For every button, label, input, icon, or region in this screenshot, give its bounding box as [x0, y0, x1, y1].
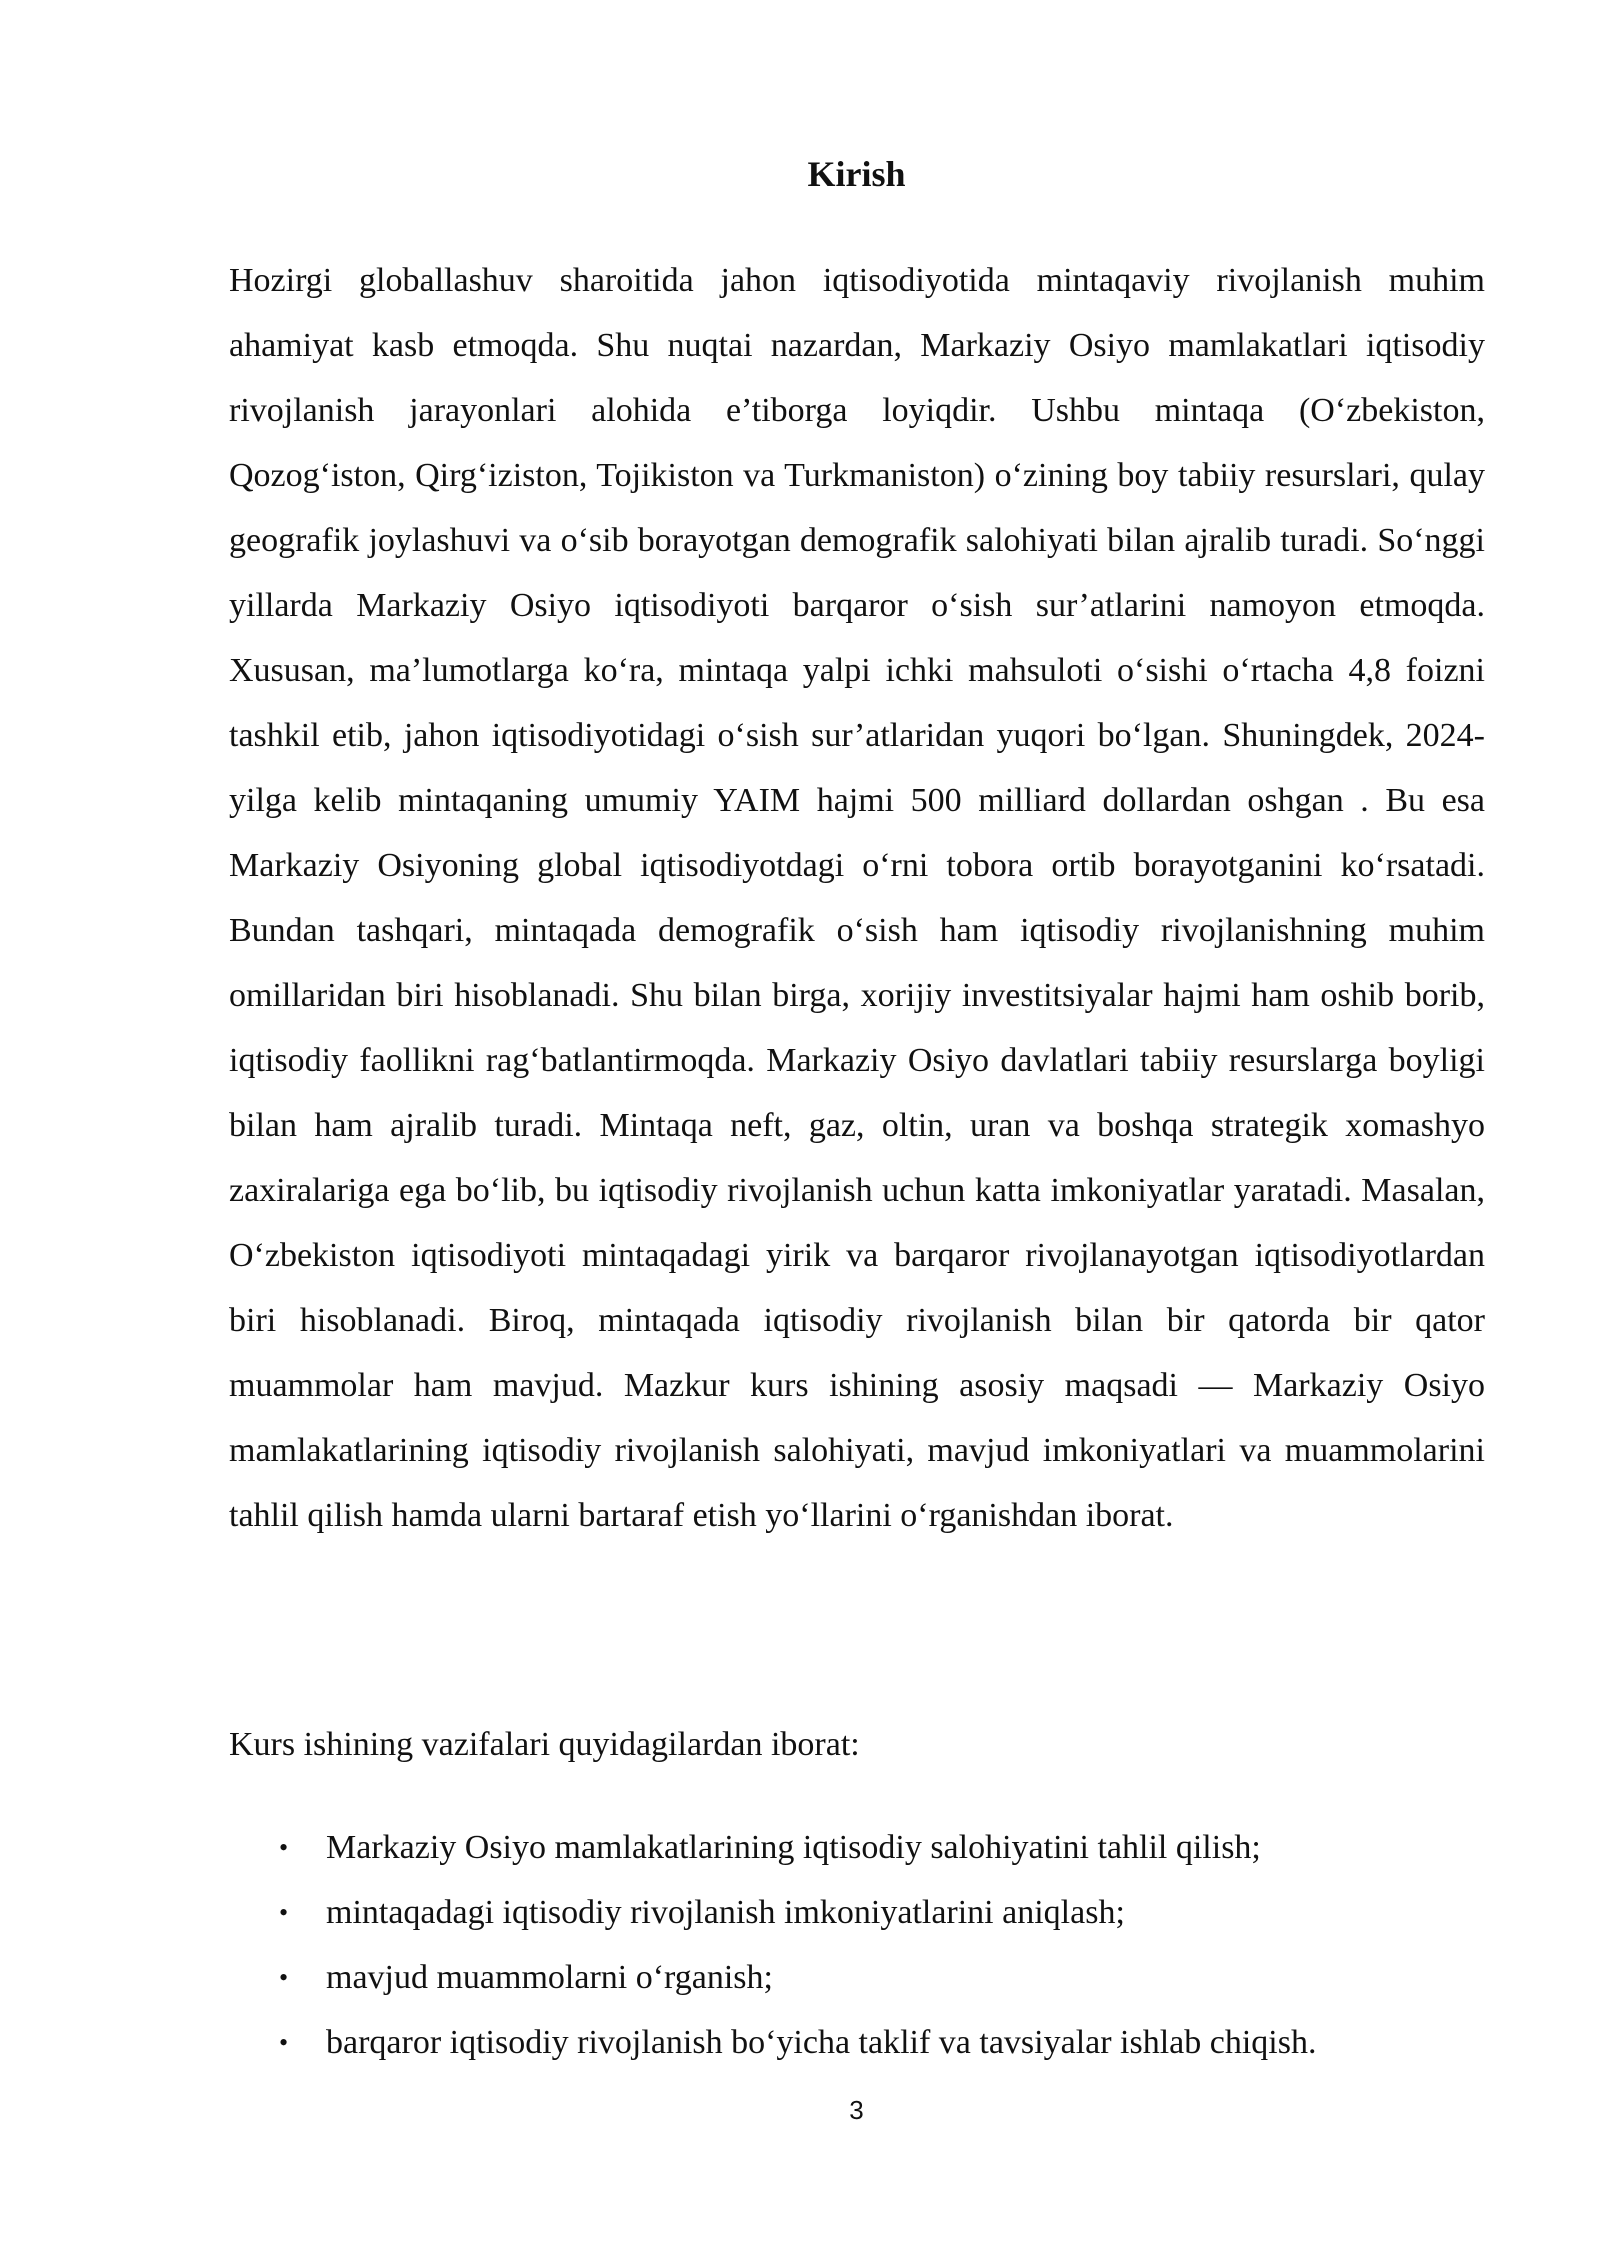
- page-heading: Kirish: [807, 154, 906, 194]
- task-text: mavjud muammolarni o‘rganish;: [326, 1959, 773, 1996]
- task-text: Markaziy Osiyo mamlakatlarining iqtisodiy salohiyatini tahlil qilish;: [326, 1829, 1261, 1866]
- bullet-icon: •: [279, 1963, 289, 1992]
- task-text: barqaror iqtisodiy rivojlanish bo‘yicha taklif va tavsiyalar ishlab chiqish.: [326, 2024, 1317, 2061]
- tasks-intro: Kurs ishining vazifalari quyidagilardan iborat:: [229, 1726, 860, 1763]
- bullet-icon: •: [279, 2028, 289, 2057]
- list-item: [229, 1880, 1485, 1945]
- bullet-icon: •: [279, 1898, 289, 1927]
- list-item: [229, 1945, 1485, 2010]
- task-list: [229, 1815, 1485, 2075]
- task-text: mintaqadagi iqtisodiy rivojlanish imkoniyatlarini aniqlash;: [326, 1894, 1125, 1931]
- list-item: [229, 1815, 1485, 1880]
- body-paragraph: Hozirgi globallashuv sharoitida jahon iqtisodiyotida mintaqaviy rivojlanish muhim ahamiyat kasb etmoqda. Shu nuqtai nazardan, Markaziy Osiyo mamlakatlari iqtisodiy rivojlanish jarayonlari alohida e’tiborga loyiqdir. Ushbu mintaqa (O‘zbekiston, Qozog‘iston, Qirg‘iziston, Tojikiston va Turkmaniston) o‘zining boy tabiiy resurslari, qulay geografik joylashuvi va o‘sib borayotgan demografik salohiyati bilan ajralib turadi. So‘nggi yillarda Markaziy Osiyo iqtisodiyoti barqaror o‘sish sur’atlarini namoyon etmoqda. Xususan, ma’lumotlarga ko‘ra, mintaqa yalpi ichki mahsuloti o‘sishi o‘rtacha 4,8 foizni tashkil etib, jahon iqtisodiyotidagi o‘sish sur’atlaridan yuqori bo‘lgan. Shuningdek, 2024-yilga kelib mintaqaning umumiy YAIM hajmi 500 milliard dollardan oshgan . Bu esa Markaziy Osiyoning global iqtisodiyotdagi o‘rni tobora ortib borayotganini ko‘rsatadi. Bundan tashqari, mintaqada demografik o‘sish ham iqtisodiy rivojlanishning muhim omillaridan biri hisoblanadi. Shu bilan birga, xorijiy investitsiyalar hajmi ham oshib borib, iqtisodiy faollikni rag‘batlantirmoqda. Markaziy Osiyo davlatlari tabiiy resurslarga boyligi bilan ham ajralib turadi. Mintaqa neft, gaz, oltin, uran va boshqa strategik xomashyo zaxiralariga ega bo‘lib, bu iqtisodiy rivojlanish uchun katta imkoniyatlar yaratadi. Masalan, O‘zbekiston iqtisodiyoti mintaqadagi yirik va barqaror rivojlanayotgan iqtisodiyotlardan biri hisoblanadi. Biroq, mintaqada iqtisodiy rivojlanish bilan bir qatorda bir qator muammolar ham mavjud. Mazkur kurs ishining asosiy maqsadi — Markaziy Osiyo mamlakatlarining iqtisodiy rivojlanish salohiyati, mavjud imkoniyatlari va muammolarini tahlil qilish hamda ularni bartaraf etish yo‘llarini o‘rganishdan iborat.: [229, 262, 1485, 1534]
- page-number: 3: [849, 2095, 864, 2125]
- bullet-icon: •: [279, 1833, 289, 1862]
- list-item: [229, 2010, 1485, 2075]
